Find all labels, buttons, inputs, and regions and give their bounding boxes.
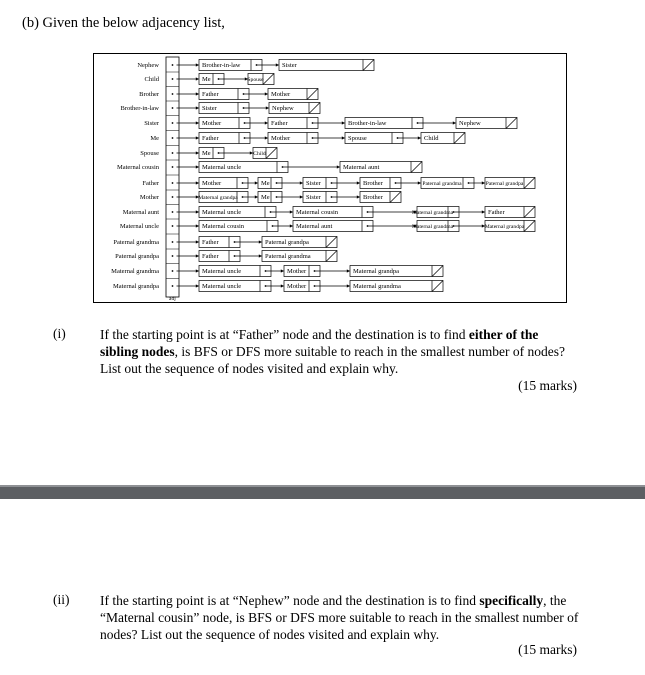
list-node-label: Sister [306,180,321,188]
adj-array-label: adj [169,296,176,302]
list-node-label: Brother-in-law [202,62,241,70]
adj-pointer-dot [172,107,174,109]
list-node-label: Father [488,209,505,217]
question-2-text-a: If the starting point is at “Nephew” node and the destination is to find [100,593,480,608]
list-node-label: Maternal grandma [411,224,454,231]
list-node-label: Spouse [247,77,264,84]
list-node-label: Mother [271,91,291,99]
vertex-label-maternal-grandpa: Maternal grandpa [112,283,159,291]
list-node-label: Brother-in-law [348,120,387,128]
section-heading: (b) Given the below adjacency list, [22,15,225,31]
list-node-label: Mother [202,120,222,128]
vertex-label-maternal-grandma: Maternal grandma [111,268,159,276]
list-node-label: Maternal grandpa [353,268,400,276]
page-divider [0,487,645,499]
vertex-label-paternal-grandpa: Paternal grandpa [115,253,159,261]
vertex-label-nephew: Nephew [137,62,159,70]
adj-pointer-dot [172,241,174,243]
vertex-label-brother-in-law: Brother-in-law [120,105,159,113]
adj-pointer-dot [172,211,174,213]
adj-pointer-dot [172,152,174,154]
question-1-text [100,326,580,377]
adj-pointer-dot [172,64,174,66]
vertex-label-sister: Sister [144,120,159,128]
list-node-label: Brother [363,180,383,188]
list-node-label: Mother [287,268,307,276]
list-node-label: Father [202,253,219,261]
list-node-label: Paternal grandma [422,181,462,188]
list-node-label: Mother [287,283,307,291]
adj-pointer-dot [172,225,174,227]
list-node-label: Me [261,194,270,202]
list-node-label: Sister [202,105,217,113]
list-node-label: Child [424,135,439,143]
question-1-text-a: If the starting point is at “Father” node and the destination is to find [100,327,469,342]
adjacency-list-figure [93,53,567,303]
question-1-text-b: , is BFS or DFS more suitable to reach in the smallest number of nodes? List out the sequence of nodes visited and explain why. [100,344,565,376]
adj-pointer-dot [172,255,174,257]
adj-pointer-dot [172,137,174,139]
question-2-number: (ii) [53,592,70,607]
list-node-label: Maternal grandma [353,283,401,291]
list-node-label: Father [202,91,219,99]
vertex-label-spouse: Spouse [140,150,159,158]
list-node-label: Maternal grandpa [198,195,238,202]
adj-pointer-dot [172,196,174,198]
list-node-label: Sister [306,194,321,202]
list-node-label: Maternal aunt [296,223,333,231]
list-node-label: Maternal cousin [296,209,339,217]
adj-pointer-dot [172,182,174,184]
adj-pointer-dot [172,270,174,272]
adj-pointer-dot [172,285,174,287]
list-node-label: Paternal grandpa [265,239,309,247]
question-1-marks: (15 marks) [518,378,577,393]
list-node-label: Maternal uncle [202,209,242,217]
vertex-label-maternal-uncle: Maternal uncle [119,223,159,231]
vertex-label-me: Me [150,135,159,143]
vertex-label-maternal-cousin: Maternal cousin [116,164,159,172]
list-node-label: Spouse [348,135,367,143]
list-node-label: Maternal cousin [202,223,245,231]
vertex-label-paternal-grandma: Paternal grandma [113,239,159,247]
list-node-label: Brother [363,194,383,202]
question-2-marks: (15 marks) [518,642,577,657]
list-node-label: Maternal uncle [202,164,242,172]
question-2-text-b: , the “Maternal cousin” node, is BFS or DFS more suitable to reach in the smallest number of nodes? List out the sequence of nodes visited and explain why. [100,593,579,642]
list-node-label: Child [253,151,266,158]
question-2-emphasis: specifically [479,593,544,608]
list-node-label: Maternal grandpa [484,224,525,231]
vertex-label-child: Child [144,76,159,84]
list-node-label: Maternal uncle [202,268,242,276]
list-node-label: Maternal grandma [411,210,454,217]
list-node-label: Maternal aunt [343,164,380,172]
vertex-label-maternal-aunt: Maternal aunt [122,209,159,217]
list-node-label: Maternal uncle [202,283,242,291]
adj-pointer-dot [172,122,174,124]
list-node-label: Nephew [459,120,481,128]
vertex-label-brother: Brother [139,91,159,99]
adj-pointer-dot [172,93,174,95]
list-node-label: Father [271,120,288,128]
list-node-label: Mother [271,135,291,143]
adj-pointer-dot [172,166,174,168]
list-node-label: Me [202,76,211,84]
vertex-label-father: Father [142,180,159,188]
list-node-label: Nephew [272,105,294,113]
question-1-number: (i) [53,326,66,341]
vertex-label-mother: Mother [139,194,159,202]
list-node-label: Paternal grandpa [485,181,524,188]
list-node-label: Father [202,135,219,143]
list-node-label: Mother [202,180,222,188]
list-node-label: Paternal grandma [265,253,311,261]
list-node-label: Me [202,150,211,158]
question-1-emphasis: either of the sibling nodes [100,327,539,359]
question-2-text [100,592,580,643]
adj-pointer-dot [172,78,174,80]
list-node-label: Father [202,239,219,247]
list-node-label: Me [261,180,270,188]
list-node-label: Sister [282,62,297,70]
